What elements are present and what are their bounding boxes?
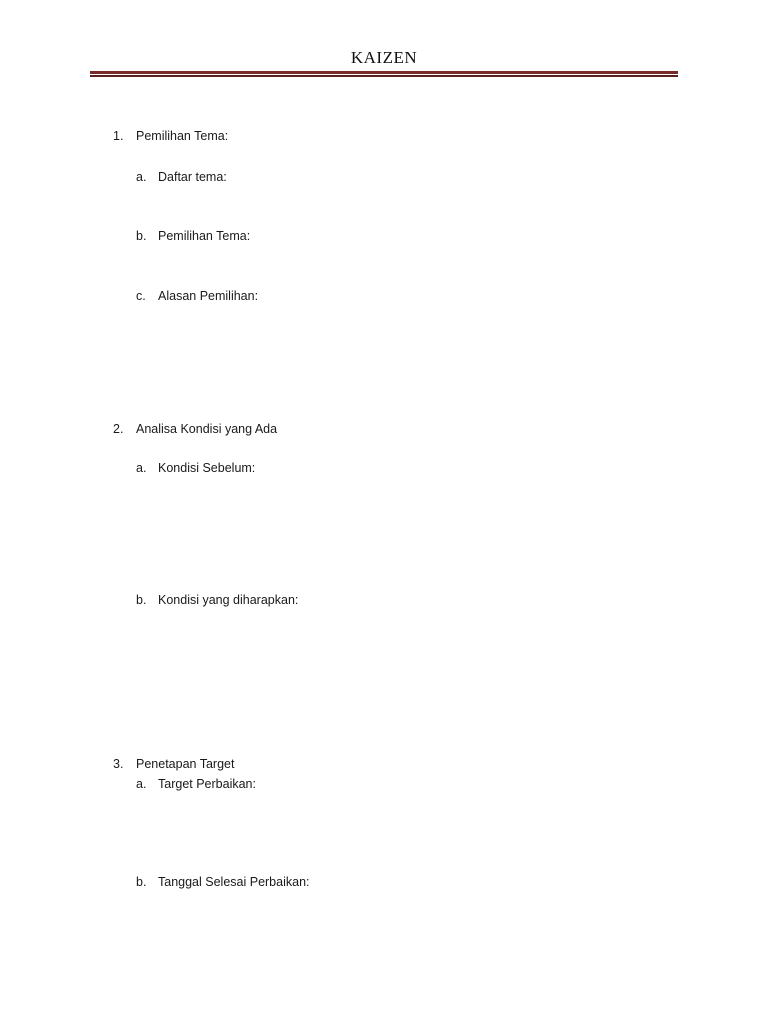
item-label: Tanggal Selesai Perbaikan: xyxy=(158,875,310,889)
section-number: 1. xyxy=(113,129,124,143)
item-letter: b. xyxy=(136,875,147,889)
section-label: Analisa Kondisi yang Ada xyxy=(136,422,278,436)
item-letter: b. xyxy=(136,229,147,243)
item-letter: a. xyxy=(136,777,147,791)
item-letter: a. xyxy=(136,461,147,475)
item-letter: c. xyxy=(136,289,146,303)
item-label: Pemilihan Tema: xyxy=(158,229,251,243)
section-label: Pemilihan Tema: xyxy=(136,129,229,143)
item-letter: a. xyxy=(136,170,147,184)
section-number: 2. xyxy=(113,422,124,436)
page-title: KAIZEN xyxy=(350,48,418,67)
item-label: Alasan Pemilihan: xyxy=(158,289,259,303)
item-label: Target Perbaikan: xyxy=(158,777,256,791)
item-label: Daftar tema: xyxy=(158,170,227,184)
section-number: 3. xyxy=(113,757,124,771)
section-label: Penetapan Target xyxy=(136,757,235,771)
item-label: Kondisi yang diharapkan: xyxy=(158,593,299,607)
item-letter: b. xyxy=(136,593,147,607)
title-divider xyxy=(90,71,678,77)
item-label: Kondisi Sebelum: xyxy=(158,461,256,475)
